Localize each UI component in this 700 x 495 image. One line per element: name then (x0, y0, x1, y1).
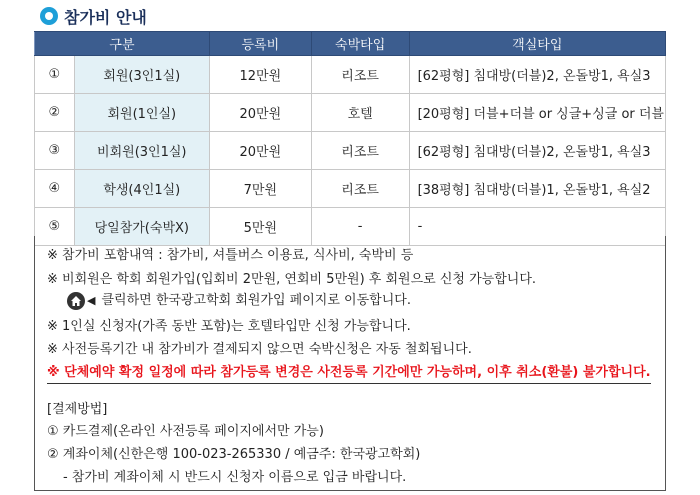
row-room: [62평형] 침대방(더블)2, 온돌방1, 욕실3 (409, 56, 665, 94)
home-icon[interactable] (67, 292, 85, 310)
notes-box (34, 236, 666, 491)
row-fee: 12만원 (209, 56, 311, 94)
row-room: [62평형] 침대방(더블)2, 온돌방1, 욕실3 (409, 132, 665, 170)
row-accommodation: 리조트 (311, 56, 409, 94)
row-fee: 5만원 (209, 208, 311, 246)
note-refund-warning: ※ 단체예약 확정 일정에 따라 참가등록 변경은 사전등록 기간에만 가능하며, 이후 취소(환불) 불가합니다. (47, 365, 651, 380)
signup-link-text[interactable]: 클릭하면 한국광고학회 회원가입 페이지로 이동합니다. (101, 293, 411, 308)
row-number: ② (35, 94, 75, 132)
fee-table (34, 31, 666, 246)
row-number: ① (35, 56, 75, 94)
row-number: ⑤ (35, 208, 75, 246)
row-room: [38평형] 침대방(더블)1, 온돌방1, 욕실2 (409, 170, 665, 208)
header-category: 구분 (35, 32, 210, 56)
row-category: 비회원(3인1실) (74, 132, 209, 170)
signup-link[interactable] (47, 289, 411, 310)
row-number: ③ (35, 132, 75, 170)
divider (47, 383, 651, 384)
table-row (35, 56, 666, 94)
table-row (35, 170, 666, 208)
row-fee: 7만원 (209, 170, 311, 208)
row-accommodation: 호텔 (311, 94, 409, 132)
table-header-row (35, 32, 666, 56)
header-accommodation: 숙박타입 (311, 32, 409, 56)
payment-transfer: ② 계좌이체(신한은행 100-023-265330 / 예금주: 한국광고학회) (47, 447, 421, 462)
arrow-left-icon: ◀ (87, 294, 96, 307)
payment-heading: [결제방법] (47, 402, 108, 417)
payment-transfer-note: - 참가비 계좌이체 시 반드시 신청자 이름으로 입금 바랍니다. (63, 470, 407, 485)
row-accommodation: - (311, 208, 409, 246)
row-category: 회원(3인1실) (74, 56, 209, 94)
table-row (35, 132, 666, 170)
payment-card: ① 카드결제(온라인 사전등록 페이지에서만 가능) (47, 424, 324, 439)
header-fee: 등록비 (209, 32, 311, 56)
note-auto-cancel: ※ 사전등록기간 내 참가비가 결제되지 않으면 숙박신청은 자동 철회됩니다. (47, 342, 472, 357)
header-room: 객실타입 (409, 32, 665, 56)
page-title: 참가비 안내 (64, 7, 147, 27)
note-included: ※ 참가비 포함내역 : 참가비, 셔틀버스 이용료, 식사비, 숙박비 등 (47, 248, 414, 263)
row-room: [20평형] 더블+더블 or 싱글+싱글 or 더블 (409, 94, 665, 132)
note-nonmember: ※ 비회원은 학회 회원가입(입회비 2만원, 연회비 5만원) 후 회원으로 신청 가능합니다. (47, 272, 537, 287)
bullet-circle-icon (40, 7, 58, 25)
row-accommodation: 리조트 (311, 170, 409, 208)
row-category: 회원(1인실) (74, 94, 209, 132)
row-category: 당일참가(숙박X) (74, 208, 209, 246)
note-single-room: ※ 1인실 신청자(가족 동반 포함)는 호텔타입만 신청 가능합니다. (47, 319, 411, 334)
row-fee: 20만원 (209, 132, 311, 170)
table-row (35, 94, 666, 132)
row-accommodation: 리조트 (311, 132, 409, 170)
section-title (40, 3, 147, 29)
row-room: - (409, 208, 665, 246)
row-fee: 20만원 (209, 94, 311, 132)
row-category: 학생(4인1실) (74, 170, 209, 208)
row-number: ④ (35, 170, 75, 208)
